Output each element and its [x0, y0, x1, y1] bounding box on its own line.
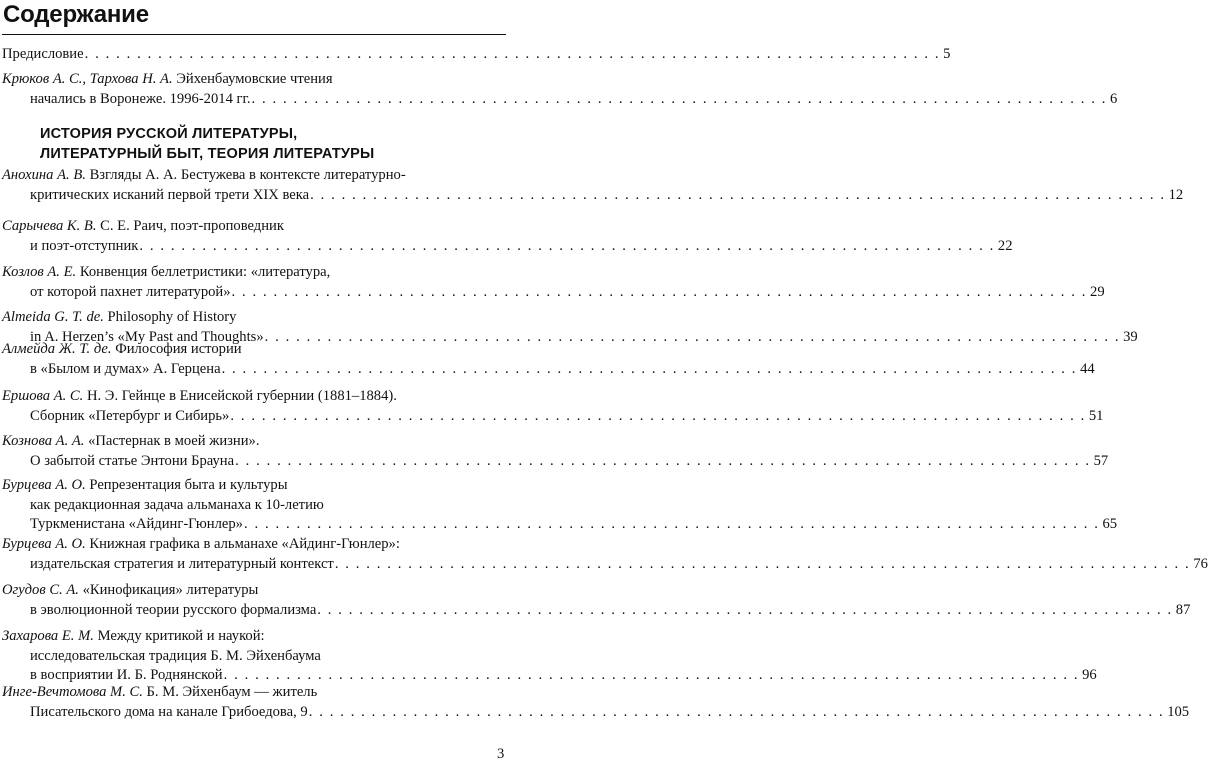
toc-entry-last-line	[2, 515, 1118, 535]
toc-entry-title-text: от которой пахнет литературой»	[30, 283, 231, 300]
toc-entry-page-number: 44	[1080, 360, 1095, 377]
toc-entry-title-text: Сборник «Петербург и Сибирь»	[30, 407, 230, 424]
toc-entry-authors: Захарова Е. М.	[2, 628, 94, 644]
leader-dots: . . . . . . . . . . . . . . . . . . . . . . . . . . . . . . . . . . . . . . . . . . . . . . . . . . . . . . . . . . . . . . . . . . . . . . . . . . . . . . . . . .	[317, 601, 1173, 618]
leader-dots: . . . . . . . . . . . . . . . . . . . . . . . . . . . . . . . . . . . . . . . . . . . . . . . . . . . . . . . . . . . . . . . . . . . . . . . . . . . . . . . . . .	[264, 328, 1121, 345]
toc-entry-title-text: исследовательская традиция Б. М. Эйхенбаума	[30, 647, 321, 664]
toc-entry-line	[2, 496, 506, 516]
toc-entry-line	[2, 70, 506, 90]
toc-entry-page-number: 6	[1110, 90, 1118, 107]
toc-entry-last-line	[2, 407, 1104, 427]
leader-dots: . . . . . . . . . . . . . . . . . . . . . . . . . . . . . . . . . . . . . . . . . . . . . . . . . . . . . . . . . . . . . . . . . . . . . . . . . . . . . . . . . .	[221, 360, 1078, 377]
leader-dots: . . . . . . . . . . . . . . . . . . . . . . . . . . . . . . . . . . . . . . . . . . . . . . . . . . . . . . . . . . . . . . . . . . . . . . . . . . . . . . . . . .	[230, 407, 1086, 424]
toc-entry-line	[2, 387, 506, 407]
toc-entry-line	[2, 340, 506, 360]
toc-entry-line	[2, 535, 506, 555]
toc-entry-last-line	[2, 283, 1105, 303]
leader-dots: . . . . . . . . . . . . . . . . . . . . . . . . . . . . . . . . . . . . . . . . . . . . . . . . . . . . . . . . . . . . . . . . . . . . . . . . . . . . . . . . . .	[139, 237, 995, 254]
toc-entry-authors: Бурцева А. О.	[2, 477, 86, 493]
toc-entry-authors: Ершова А. С.	[2, 388, 84, 404]
toc-entry	[2, 217, 1013, 256]
toc-entry	[2, 70, 1118, 109]
toc-entry-authors: Инге-Вечтомова М. С.	[2, 684, 143, 700]
toc-entry	[2, 432, 1109, 471]
toc-entry	[2, 387, 1104, 426]
toc-entry-authors: Анохина А. В.	[2, 167, 86, 183]
toc-entry-authors: Сарычева К. В.	[2, 218, 97, 234]
toc-entry-title-text: в восприятии И. Б. Роднянской	[30, 667, 223, 683]
toc-entry-authors: Кознова А. А.	[2, 433, 85, 449]
toc-entry	[2, 535, 1208, 574]
toc-entry-title-text: Философия истории	[115, 341, 242, 357]
toc-entry-page-number: 65	[1102, 516, 1118, 532]
toc-entry-line	[2, 627, 506, 647]
section-heading-line: ЛИТЕРАТУРНЫЙ БЫТ, ТЕОРИЯ ЛИТЕРАТУРЫ	[40, 146, 375, 162]
toc-entry-title-text: Эйхенбаумовские чтения	[176, 71, 333, 87]
toc-entry-title-text: Б. М. Эйхенбаум — житель	[146, 684, 318, 700]
leader-dots: . . . . . . . . . . . . . . . . . . . . . . . . . . . . . . . . . . . . . . . . . . . . . . . . . . . . . . . . . . . . . . . . . . . . . . . . . . . . . . . . . .	[84, 46, 941, 62]
toc-entry-authors: Огудов С. А.	[2, 582, 79, 598]
toc-entry-page-number: 22	[997, 237, 1013, 254]
toc-entry	[2, 166, 1184, 205]
leader-dots: . . . . . . . . . . . . . . . . . . . . . . . . . . . . . . . . . . . . . . . . . . . . . . . . . . . . . . . . . . . . . . . . . . . . . . . . . . . . . . . . . .	[231, 283, 1088, 300]
toc-entry-line	[2, 432, 506, 452]
toc-entry-title-text: Н. Э. Гейнце в Енисейской губернии (1881–1884).	[86, 388, 397, 404]
toc-entry-title-text: в эволюционной теории русского формализма	[30, 601, 317, 618]
section-heading	[40, 124, 374, 164]
toc-entry	[2, 476, 1118, 535]
toc-entry-last-line	[2, 186, 1184, 206]
toc-entry-last-line	[2, 360, 1095, 380]
toc-entry	[2, 627, 1097, 686]
toc-entry	[2, 340, 1095, 379]
toc-entry-line	[2, 683, 506, 703]
toc-entry	[2, 581, 1191, 620]
leader-dots: . . . . . . . . . . . . . . . . . . . . . . . . . . . . . . . . . . . . . . . . . . . . . . . . . . . . . . . . . . . . . . . . . . . . . . . . . . . . . . . . . .	[310, 186, 1166, 203]
leader-dots: . . . . . . . . . . . . . . . . . . . . . . . . . . . . . . . . . . . . . . . . . . . . . . . . . . . . . . . . . . . . . . . . . . . . . . . . . . . . . . . . . .	[243, 516, 1100, 532]
toc-entry-title-text: Конвенция беллетристики: «литература,	[79, 264, 331, 280]
section-heading-line: ИСТОРИЯ РУССКОЙ ЛИТЕРАТУРЫ,	[40, 126, 298, 142]
leader-dots: . . . . . . . . . . . . . . . . . . . . . . . . . . . . . . . . . . . . . . . . . . . . . . . . . . . . . . . . . . . . . . . . . . . . . . . . . . . . . . . . . .	[235, 452, 1091, 469]
toc-entry-line	[2, 217, 506, 237]
toc-entry-page-number: 96	[1082, 667, 1097, 683]
toc-entry-page-number: 5	[943, 46, 951, 62]
toc-entry-title-text: О забытой статье Энтони Брауна	[30, 452, 235, 469]
toc-entry-page-number: 39	[1123, 328, 1138, 345]
toc-entry-line	[2, 166, 506, 186]
toc-entry-page-number: 105	[1167, 703, 1190, 720]
toc-entry-last-line	[2, 237, 1013, 257]
toc-entry-title-text: Philosophy of History	[107, 309, 237, 325]
toc-entry-title-text: С. Е. Раич, поэт-проповедник	[100, 218, 284, 234]
leader-dots: . . . . . . . . . . . . . . . . . . . . . . . . . . . . . . . . . . . . . . . . . . . . . . . . . . . . . . . . . . . . . . . . . . . . . . . . . . . . . . . . . .	[334, 555, 1191, 572]
toc-entry-title-text: начались в Воронеже. 1996-2014 гг.	[30, 90, 251, 107]
toc-entry-page-number: 87	[1175, 601, 1191, 618]
toc-entry-line	[2, 647, 506, 667]
toc-entry-page-number: 57	[1093, 452, 1109, 469]
toc-entry-title-text: Репрезентация быта и культуры	[89, 477, 288, 493]
toc-entry-line	[2, 476, 506, 496]
toc-entry-title-text: Писательского дома на канале Грибоедова, 9	[30, 703, 308, 720]
toc-entry-line	[2, 581, 506, 601]
toc-entry-title-text: «Кинофикация» литературы	[82, 582, 259, 598]
toc-entry-page-number: 76	[1193, 555, 1208, 572]
toc-entry	[2, 45, 951, 65]
toc-entry-last-line	[2, 90, 1118, 110]
leader-dots: . . . . . . . . . . . . . . . . . . . . . . . . . . . . . . . . . . . . . . . . . . . . . . . . . . . . . . . . . . . . . . . . . . . . . . . . . . . . . . . . . .	[308, 703, 1165, 720]
leader-dots: . . . . . . . . . . . . . . . . . . . . . . . . . . . . . . . . . . . . . . . . . . . . . . . . . . . . . . . . . . . . . . . . . . . . . . . . . . . . . . . . . .	[223, 667, 1080, 683]
leader-dots: . . . . . . . . . . . . . . . . . . . . . . . . . . . . . . . . . . . . . . . . . . . . . . . . . . . . . . . . . . . . . . . . . . . . . . . . . . . . . . . . . .	[251, 90, 1107, 107]
toc-entry-authors: Алмейда Ж. Т. де.	[2, 341, 112, 357]
toc-entry-title-text: критических исканий первой трети XIX века	[30, 186, 310, 203]
toc-entry-line	[2, 263, 506, 283]
toc-entry-title-text: Книжная графика в альманахе «Айдинг-Гюнлер»:	[89, 536, 400, 552]
toc-entry-authors: Козлов А. Е.	[2, 264, 77, 280]
page-title: Содержание	[3, 1, 149, 28]
toc-entry-page-number: 29	[1090, 283, 1105, 300]
toc-entry-title-text: в «Былом и думах» А. Герцена	[30, 360, 221, 377]
toc-entry	[2, 683, 1190, 722]
toc-entry-page-number: 12	[1168, 186, 1184, 203]
toc-entry-authors: Almeida G. T. de.	[2, 309, 104, 325]
toc-entry-title-text: как редакционная задача альманаха к 10-летию	[30, 496, 324, 513]
toc-entry-title-text: Взгляды А. А. Бестужева в контексте литературно-	[89, 167, 406, 183]
toc-entry-last-line	[2, 452, 1109, 472]
toc-entry-authors: Крюков А. С., Тархова Н. А.	[2, 71, 173, 87]
toc-entry-title-text: in A. Herzen’s «My Past and Thoughts»	[30, 328, 264, 345]
toc-entry-authors: Бурцева А. О.	[2, 536, 86, 552]
toc-entry-last-line	[2, 45, 951, 65]
toc-entry-title-text: издательская стратегия и литературный контекст	[30, 555, 334, 572]
toc-entry-title-text: и поэт-отступник	[30, 237, 139, 254]
toc-entry-title-text: Туркменистана «Айдинг-Гюнлер»	[30, 516, 243, 532]
toc-entry	[2, 263, 1105, 302]
toc-entry-title-text: «Пастернак в моей жизни».	[88, 433, 260, 449]
toc-entry-last-line	[2, 703, 1190, 723]
toc-entry-title-text: Между критикой и наукой:	[97, 628, 265, 644]
toc-entry-page-number: 51	[1088, 407, 1104, 424]
toc-entry-last-line	[2, 555, 1208, 575]
toc-entry-title-text: Предисловие	[2, 46, 84, 62]
title-rule	[2, 34, 506, 35]
toc-entry-line	[2, 308, 506, 328]
page-number: 3	[497, 746, 505, 762]
toc-entry-last-line	[2, 601, 1191, 621]
